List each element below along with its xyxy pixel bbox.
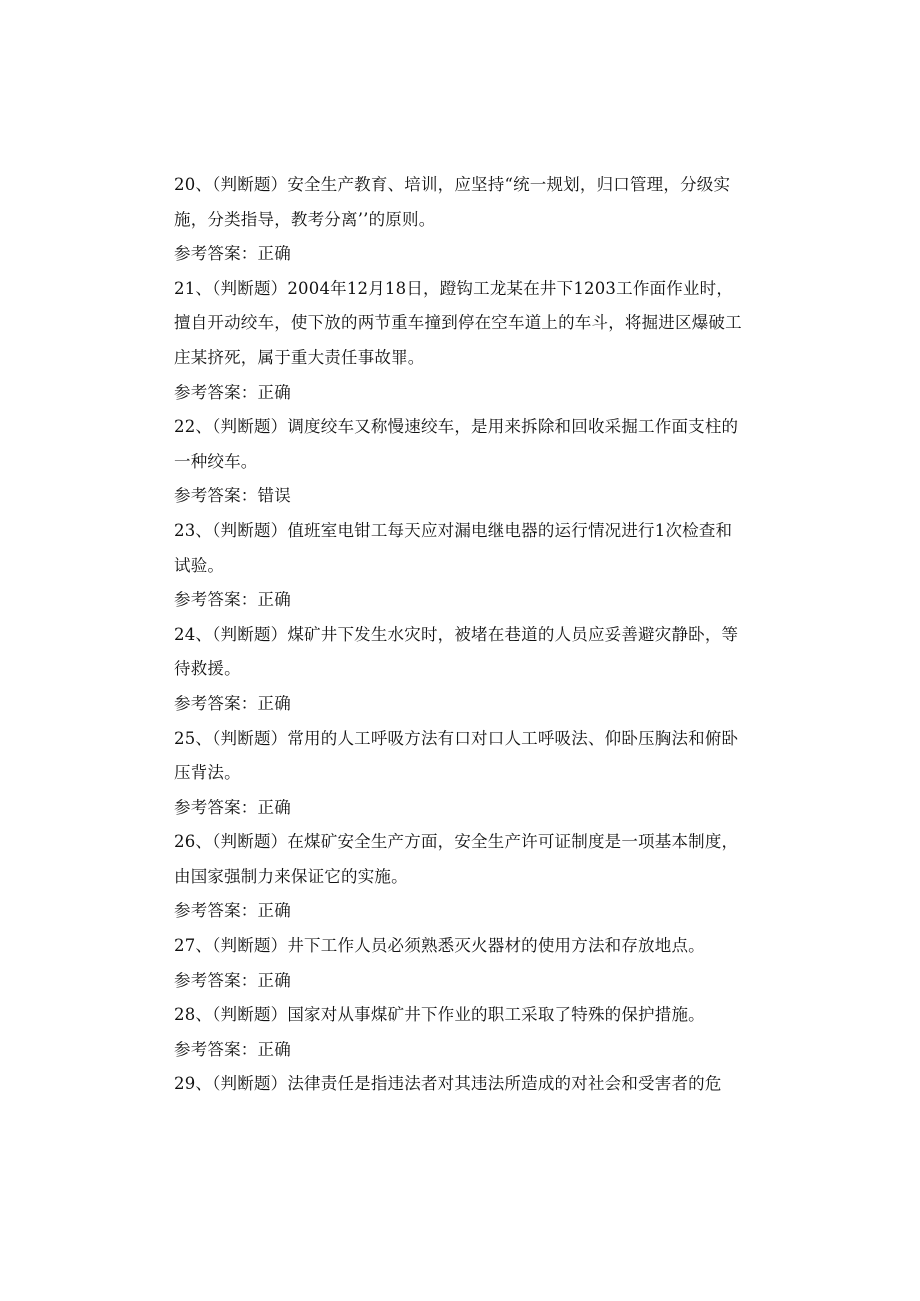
answer-27: 参考答案：正确 [174,970,291,990]
question-20-line-2: 施，分类指导，教考分离’’的原则。 [174,209,436,229]
question-25-line-2: 压背法。 [174,763,241,783]
question-27-line-1: 27、（判断题）井下工作人员必须熟悉灭火器材的使用方法和存放地点。 [174,936,705,956]
question-22-line-2: 一种绞车。 [174,451,258,471]
answer-24: 参考答案：正确 [174,693,291,713]
question-24-line-2: 待救援。 [174,659,241,679]
answer-26: 参考答案：正确 [174,901,291,921]
question-21-line-2: 擅自开动绞车，使下放的两节重车撞到停在空车道上的车斗，将掘进区爆破工 [174,313,742,333]
question-29-line-1: 29、（判断题）法律责任是指违法者对其违法所造成的对社会和受害者的危 [174,1074,722,1094]
question-26-line-1: 26、（判断题）在煤矿安全生产方面，安全生产许可证制度是一项基本制度， [174,832,739,852]
answer-25: 参考答案：正确 [174,797,291,817]
question-24-line-1: 24、（判断题）煤矿井下发生水灾时，被堵在巷道的人员应妥善避灾静卧，等 [174,624,739,644]
answer-28: 参考答案：正确 [174,1039,291,1059]
question-21-line-3: 庄某挤死，属于重大责任事故罪。 [174,347,425,367]
question-23-line-2: 试验。 [174,555,225,575]
question-22-line-1: 22、（判断题）调度绞车又称慢速绞车，是用来拆除和回收采掘工作面支柱的 [174,417,739,437]
question-25-line-1: 25、（判断题）常用的人工呼吸方法有口对口人工呼吸法、仰卧压胸法和俯卧 [174,728,739,748]
question-20-line-1: 20、（判断题）安全生产教育、培训，应坚持“统一规划，归口管理，分级实 [174,175,731,194]
question-21-line-1: 21、（判断题）2004年12月18日，蹬钩工龙某在井下1203工作面作业时， [174,278,734,298]
answer-20: 参考答案：正确 [174,244,291,264]
answer-23: 参考答案：正确 [174,590,291,610]
answer-21: 参考答案：正确 [174,382,291,402]
question-23-line-1: 23、（判断题）值班室电钳工每天应对漏电继电器的运行情况进行1次检查和 [174,520,733,540]
question-26-line-2: 由国家强制力来保证它的实施。 [174,866,408,886]
question-list [174,168,754,1102]
answer-22: 参考答案：错误 [174,486,291,506]
question-28-line-1: 28、（判断题）国家对从事煤矿井下作业的职工采取了特殊的保护措施。 [174,1005,705,1025]
